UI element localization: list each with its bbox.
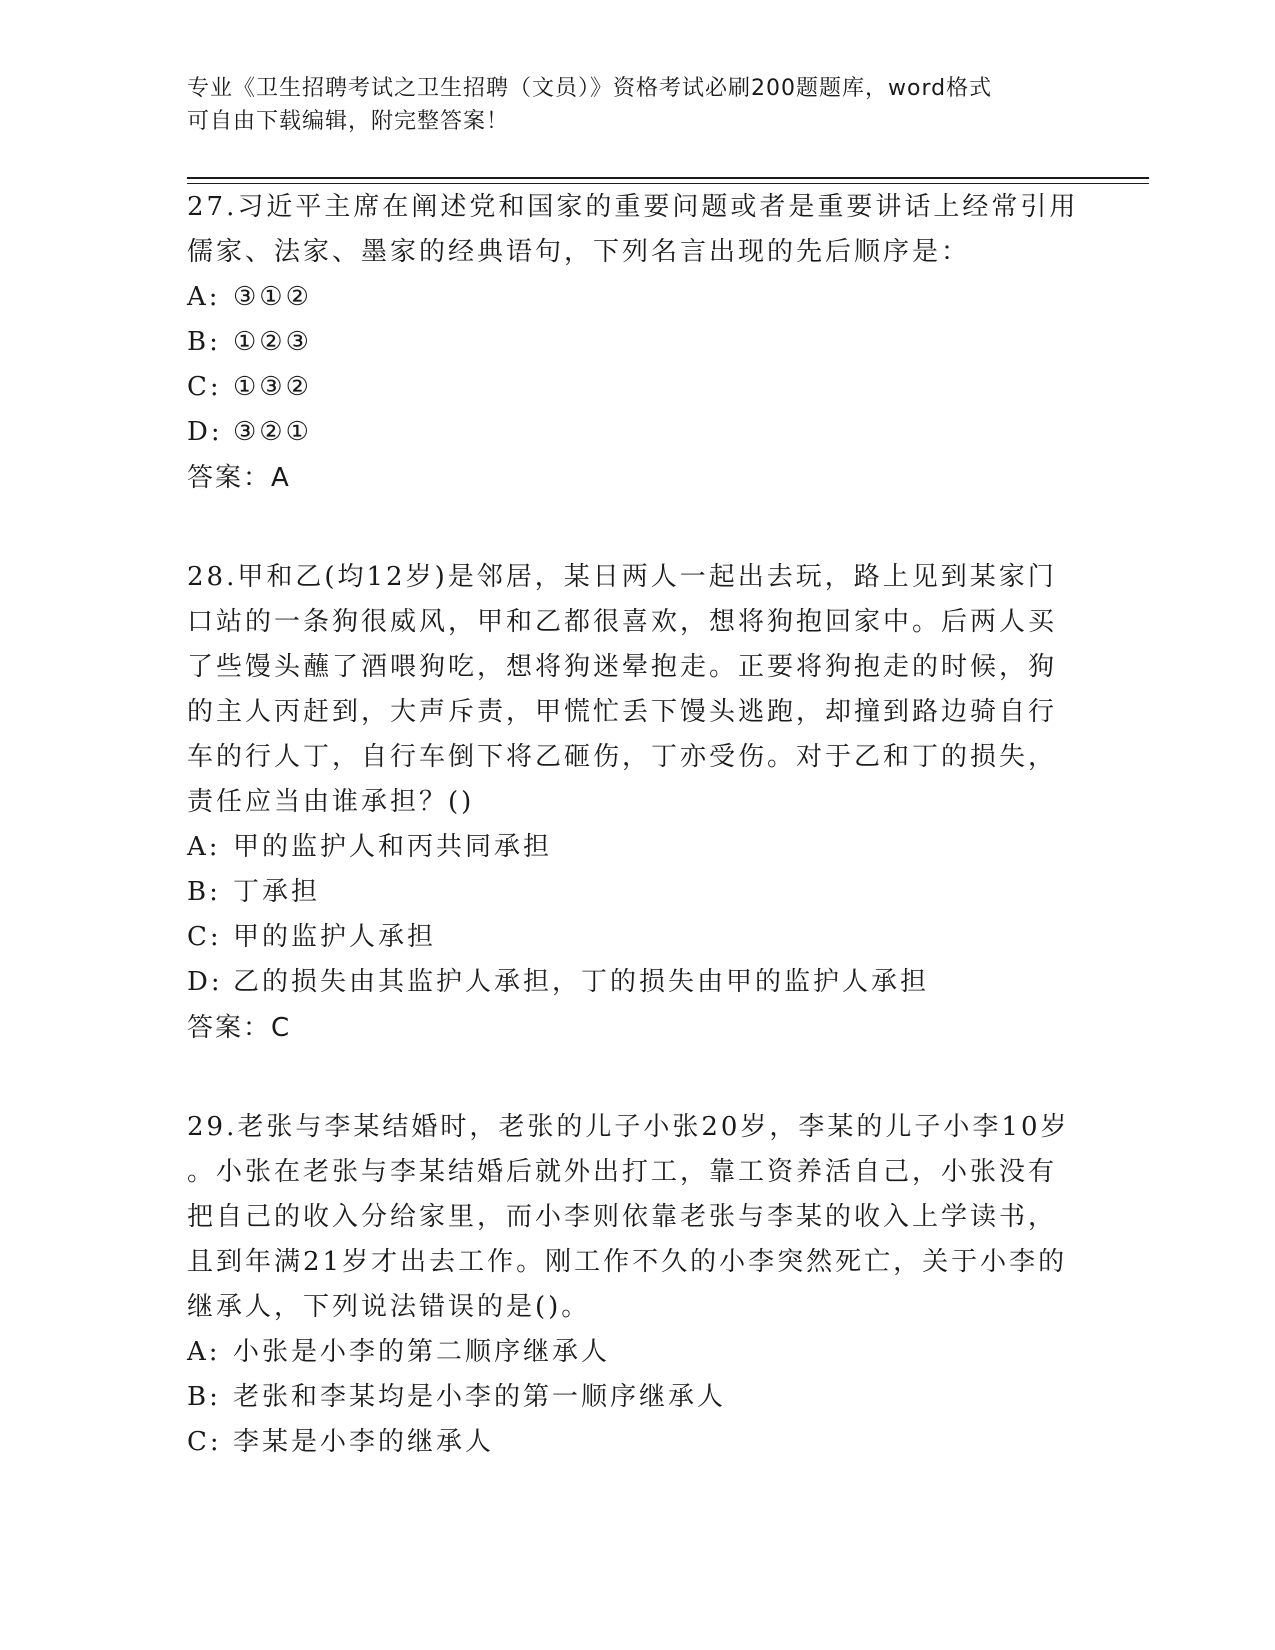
stem-line: 车的行人丁，自行车倒下将乙砸伤，丁亦受伤。对于乙和丁的损失， bbox=[187, 742, 1058, 772]
header-divider-thick bbox=[187, 177, 1149, 179]
option-text: ③①② bbox=[233, 282, 312, 312]
stem-line: 责任应当由谁承担？() bbox=[187, 787, 475, 817]
option-text: ①②③ bbox=[233, 327, 312, 357]
option-text: 甲的监护人和丙共同承担 bbox=[233, 832, 553, 862]
stem-line: 继承人，下列说法错误的是()。 bbox=[187, 1292, 591, 1322]
option-text: 乙的损失由其监护人承担，丁的损失由甲的监护人承担 bbox=[233, 967, 930, 997]
option-letter: B: bbox=[187, 877, 221, 907]
option-b bbox=[187, 1375, 1087, 1420]
option-letter: C: bbox=[187, 372, 222, 402]
option-a bbox=[187, 825, 1087, 870]
stem-line: 且到年满21岁才出去工作。刚工作不久的小李突然死亡，关于小李的 bbox=[187, 1247, 1068, 1277]
option-text: 丁承担 bbox=[233, 877, 321, 907]
header-line-1: 专业《卫生招聘考试之卫生招聘（文员）》资格考试必刷200题题库，word格式 bbox=[187, 76, 993, 101]
stem-line: 口站的一条狗很威风，甲和乙都很喜欢，想将狗抱回家中。后两人买 bbox=[187, 607, 1058, 637]
option-letter: B: bbox=[187, 327, 221, 357]
option-d bbox=[187, 960, 1087, 1005]
question-stem bbox=[187, 555, 1087, 825]
question-stem bbox=[187, 185, 1087, 275]
answer-line: 答案：A bbox=[187, 463, 291, 493]
header-divider-thin bbox=[187, 183, 1149, 184]
question-28 bbox=[187, 555, 1087, 1051]
option-letter: C: bbox=[187, 922, 222, 952]
option-letter: D: bbox=[187, 967, 223, 997]
stem-line: 把自己的收入分给家里，而小李则依靠老张与李某的收入上学读书， bbox=[187, 1202, 1058, 1232]
stem-line: 28.甲和乙(均12岁)是邻居，某日两人一起出去玩，路上见到某家门 bbox=[187, 562, 1057, 592]
option-letter: B: bbox=[187, 1382, 221, 1412]
header-line-2: 可自由下载编辑，附完整答案！ bbox=[187, 109, 510, 134]
stem-line: 。小张在老张与李某结婚后就外出打工，靠工资养活自己，小张没有 bbox=[187, 1157, 1058, 1187]
stem-line: 了些馒头蘸了酒喂狗吃，想将狗迷晕抱走。正要将狗抱走的时候，狗 bbox=[187, 652, 1058, 682]
option-text: 甲的监护人承担 bbox=[233, 922, 437, 952]
stem-line: 儒家、法家、墨家的经典语句，下列名言出现的先后顺序是： bbox=[187, 237, 971, 267]
stem-line: 29.老张与李某结婚时，老张的儿子小张20岁，李某的儿子小李10岁 bbox=[187, 1112, 1070, 1142]
question-stem bbox=[187, 1105, 1087, 1330]
option-text: 李某是小李的继承人 bbox=[233, 1427, 495, 1457]
option-text: ①③② bbox=[233, 372, 312, 402]
option-letter: A: bbox=[187, 282, 221, 312]
option-letter: C: bbox=[187, 1427, 222, 1457]
question-29 bbox=[187, 1105, 1087, 1465]
option-a bbox=[187, 1330, 1087, 1375]
option-b bbox=[187, 320, 1087, 365]
question-27 bbox=[187, 185, 1087, 501]
option-a bbox=[187, 275, 1087, 320]
option-text: 小张是小李的第二顺序继承人 bbox=[233, 1337, 611, 1367]
answer-line: 答案：C bbox=[187, 1013, 292, 1043]
option-text: 老张和李某均是小李的第一顺序继承人 bbox=[233, 1382, 727, 1412]
option-letter: A: bbox=[187, 832, 221, 862]
question-list bbox=[187, 185, 1087, 1465]
option-c bbox=[187, 1420, 1087, 1465]
page-header bbox=[187, 72, 1087, 138]
option-text: ③②① bbox=[233, 417, 312, 447]
option-d bbox=[187, 410, 1087, 455]
option-c bbox=[187, 365, 1087, 410]
option-letter: A: bbox=[187, 1337, 221, 1367]
option-b bbox=[187, 870, 1087, 915]
stem-line: 的主人丙赶到，大声斥责，甲慌忙丢下馒头逃跑，却撞到路边骑自行 bbox=[187, 697, 1058, 727]
stem-line: 27.习近平主席在阐述党和国家的重要问题或者是重要讲话上经常引用 bbox=[187, 192, 1079, 222]
option-c bbox=[187, 915, 1087, 960]
option-letter: D: bbox=[187, 417, 223, 447]
